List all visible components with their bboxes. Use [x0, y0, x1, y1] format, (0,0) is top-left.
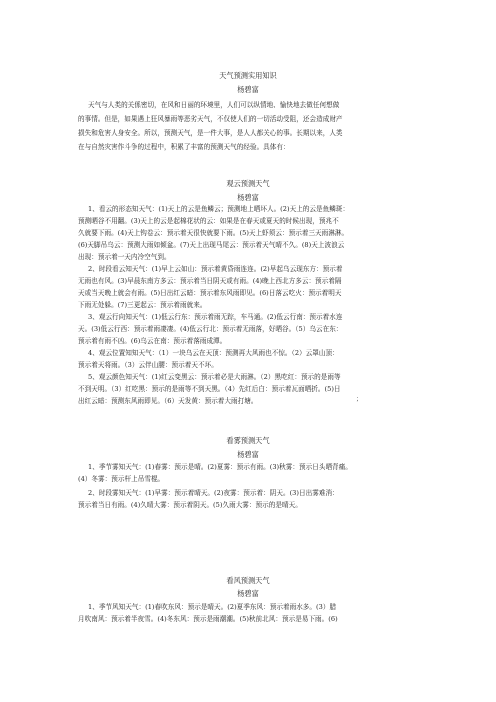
section-title-fog: 看雾预测天气 — [226, 436, 270, 445]
intro-paragraph-line: 的事情。但是，如果遇上狂风暴雨等恶劣天气，不仅使人们的一切活动受阻，还会造成财产 — [78, 115, 343, 123]
wind-paragraph-line: 月吹南风：预示着半夜雪。(4)冬东风：预示是雨潮潮。(5)秋前北风：预示是易下雨。(6) — [78, 615, 338, 623]
clouds-paragraph-line: 出现：预示着一天内冷空气到。 — [78, 253, 171, 261]
clouds-paragraph-line: 4、观云位置知知天气：（1）一块乌云在天顶：预测再大风雨也不惊。（2）云罩山顶： — [88, 349, 339, 357]
section-title-wind: 看风预测天气 — [226, 576, 270, 585]
clouds-paragraph-line: 2、时段看云知天气：(1)早上云如山：预示着黄昏雨连连。(2)早起乌云现东方：预示着 — [88, 265, 343, 273]
section-author-fog: 杨碧富 — [237, 450, 259, 459]
document-author: 杨碧富 — [237, 85, 259, 94]
section-author-clouds: 杨碧富 — [237, 193, 259, 202]
clouds-paragraph-line: 久就要下雨。(4)天上钩卷云：预示着天很快就要下雨。(5)天上虾须云：预示着三天雨淋淋。 — [78, 229, 349, 237]
clouds-paragraph-line: 预示着天将雨。（3）云伴山腰：预示着天不坏。 — [78, 361, 218, 369]
clouds-paragraph-line: 1、看云的形态知天气：(1)天上的云是鱼鳞云；预测地上晒坏人。(2)天上的云是鱼鳞斑： — [88, 205, 350, 213]
fog-paragraph-line: 1、季节雾知天气：(1)春雾：预示是晴。(2)夏雾：预示有雨。(3)秋雾：预示日头晒背痛。 — [88, 463, 352, 471]
clouds-paragraph-line: 3、观云行向知天气：(1)低云行东：预示着雨无踪，车马通。(2)低云行南：预示着水连 — [88, 313, 343, 321]
fog-paragraph-line: 预示着当日有雨。(4)久晴大雾：预示着阴天。(5)久雨大雾：预示的是晴天。 — [78, 501, 302, 509]
margin-mark: ； — [356, 396, 363, 403]
clouds-paragraph-line: 预测晒谷不用翻。(3)天上的云是起棉花状的云：如果是在春天或夏天的时候出现，预兆不 — [78, 217, 339, 225]
document-title: 天气预测实用知识 — [219, 71, 277, 80]
clouds-paragraph-line: 出红云暗：预测东风雨即见。（6）天发黄：预示着大雨打塘。 — [78, 397, 258, 405]
clouds-paragraph-line: (6)天脚吊乌云：预测大雨如倾盆。(7)天上出现马尾云：预示着天气晴不久。(8)天上波浪云 — [78, 241, 345, 249]
clouds-paragraph-line: 下雨无处躲。(7)三更起云：预示着雨就来。 — [78, 301, 207, 309]
intro-paragraph-line: 天气与人类的关係密切，在风和日丽的环境里，人们可以纵情地、愉快地去做任何想做 — [88, 101, 340, 109]
clouds-paragraph-line: 预示着有雨不凶。(6)乌云在南：预示着落雨成潭。 — [78, 337, 227, 345]
clouds-paragraph-line: 天。(3)低云行西：预示着雨凄凄。(4)低云行北：预示着无雨落，好晒谷。（5）乌云在东： — [78, 325, 343, 333]
section-title-clouds: 观云预测天气 — [226, 179, 270, 188]
wind-paragraph-line: 1、季节风知天气：(1)春吹东风：预示是晴天。(2)夏季东风：预示着雨水多。(3）腊 — [88, 603, 337, 611]
clouds-paragraph-line: 无雨也有风。(3)早晨东南方多云：预示着当日阴天或有雨。(4)晚上西北方多云：预示着隔 — [78, 277, 342, 285]
intro-paragraph-line: 在与自然灾害作斗争的过程中，积累了丰富的预测天气的经验。具体有： — [78, 143, 290, 151]
fog-paragraph-line: (4）冬雾：预示杆上吊雪棍。 — [78, 475, 165, 483]
clouds-paragraph-line: 不到天明。（3）红吃黑：预示的是雨等不到天黑。（4）先红后白：预示着瓦面晒折。(5)日 — [78, 385, 341, 393]
intro-paragraph-line: 损失和危害人身安全。所以，预测天气，是一件大事，是人人都关心的事。长期以来，人类 — [78, 129, 343, 137]
clouds-paragraph-line: 5、观云颜色知天气：(1)红云变黑云：预示着必是大雨淋。（2）黑吃红：预示的是雨等 — [88, 373, 341, 381]
section-author-wind: 杨碧富 — [237, 589, 259, 598]
clouds-paragraph-line: 天或当天晚上就会有雨。(5)日出红云暗：预示着东风雨即见。(6)日落云吃火：预示着明天 — [78, 289, 342, 297]
fog-paragraph-line: 2、时段雾知天气：(1)早雾：预示着晴天。(2)夜雾：预示着：阴天。(3)日出雾难消： — [88, 489, 339, 497]
